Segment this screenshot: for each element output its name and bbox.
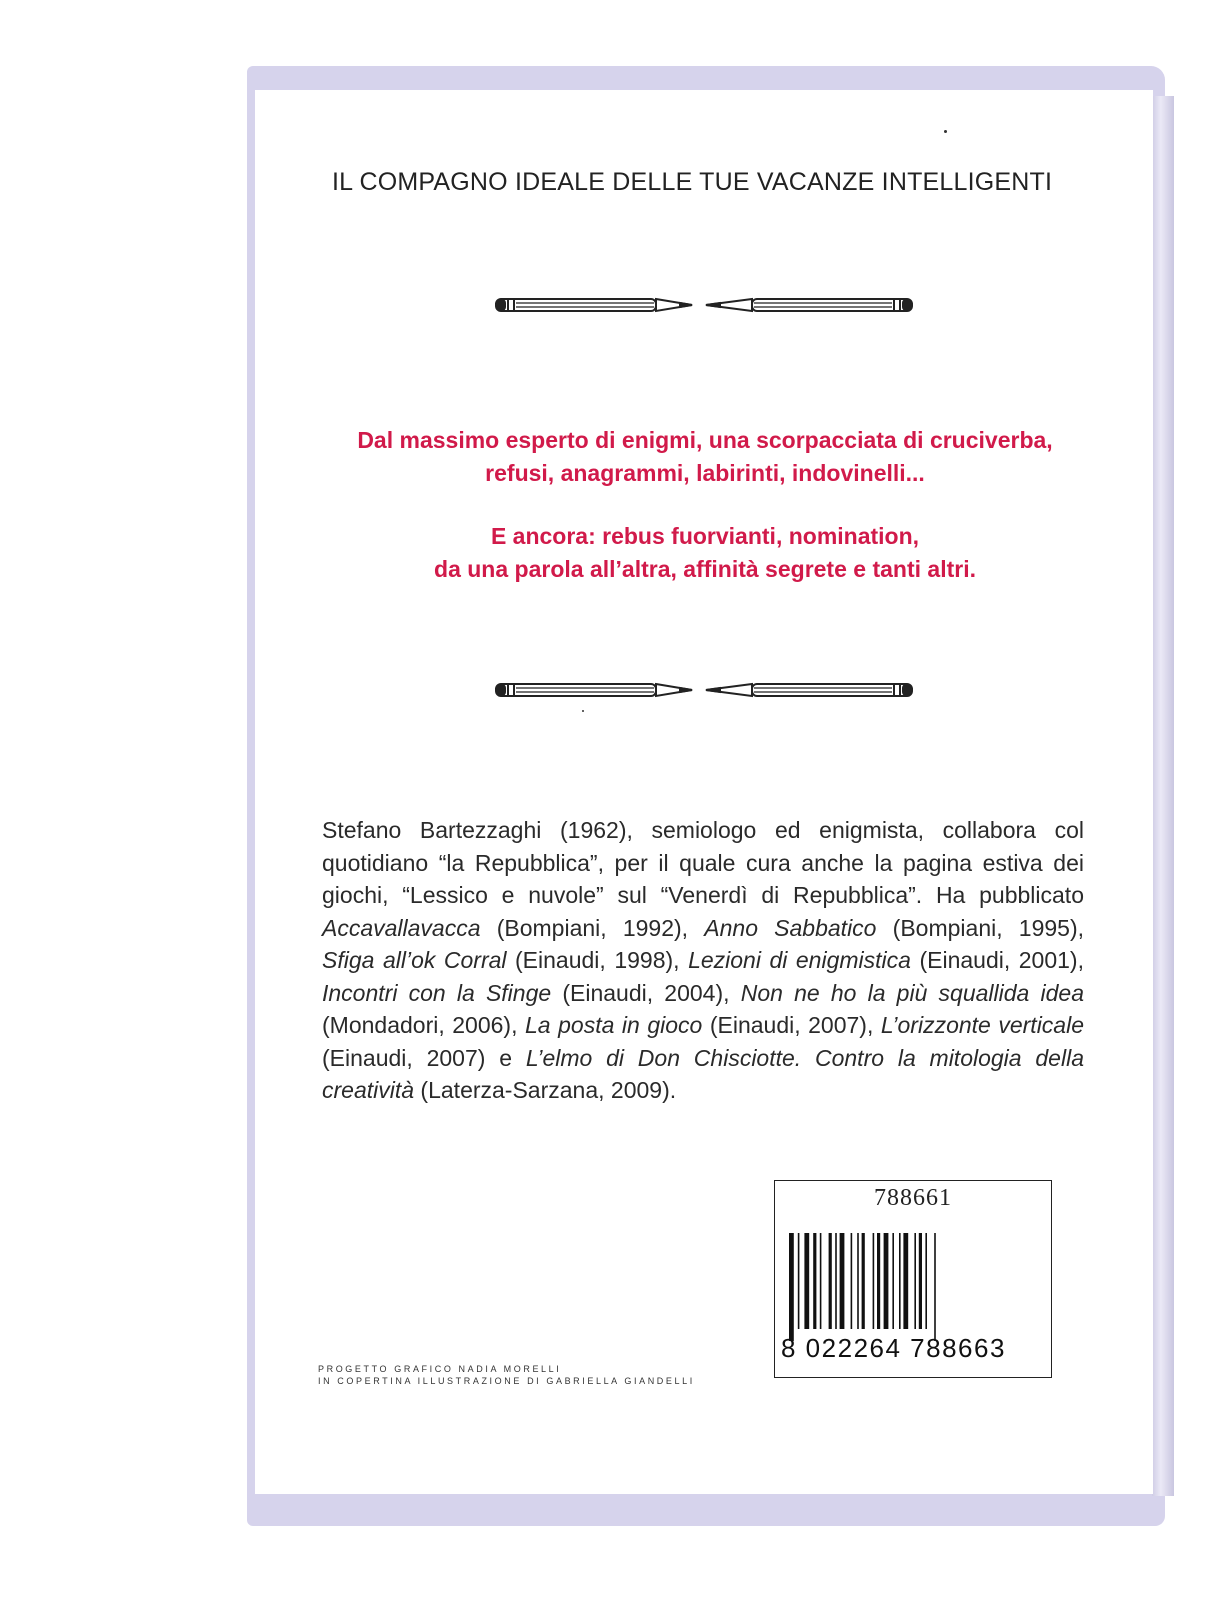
tagline: IL COMPAGNO IDEALE DELLE TUE VACANZE INTELLIGENTI xyxy=(332,168,1053,196)
bio-text: (Bompiani, 1995), xyxy=(876,914,1085,941)
book-title: Lezioni di enigmistica xyxy=(688,947,911,973)
credit-line: PROGETTO GRAFICO NADIA MORELLI xyxy=(318,1364,562,1374)
promo-line: E ancora: rebus fuorvianti, nomination, xyxy=(490,523,920,549)
bio-text: Stefano Bartezzaghi (1962), semiologo ed enigmista, collabora col quotidiano “la Repubblica”, per il quale cura anche la pagina estiva dei giochi, “Lessico e nuvole” sul “Venerdì di Repubblica”. Ha pubblicato xyxy=(322,817,1084,908)
book-title: La posta in gioco xyxy=(525,1012,703,1038)
bio-text: (Mondadori, 2006), xyxy=(322,1012,525,1038)
pencil-pair-icon xyxy=(494,679,914,703)
author-bio xyxy=(322,814,1084,1107)
book-title: L’orizzonte verticale xyxy=(880,1012,1084,1038)
bio-text: (Einaudi, 2007), xyxy=(702,1012,881,1038)
book-title: Non ne ho la più squallida idea xyxy=(740,979,1084,1006)
pencils-divider-bottom xyxy=(494,679,914,703)
promo-line: da una parola all’altra, affinità segrete e tanti altri. xyxy=(434,556,976,582)
promo-block-1 xyxy=(300,424,1110,490)
book-title: Accavallavacca xyxy=(322,914,481,941)
barcode-bars-icon xyxy=(789,1233,1039,1343)
pencil-pair-icon xyxy=(494,294,914,318)
barcode-code: 788661 xyxy=(874,1185,952,1211)
print-speck xyxy=(944,130,947,133)
book-title: Sfiga all’ok Corral xyxy=(322,947,507,973)
book-title: Anno Sabbatico xyxy=(704,914,877,941)
promo-line: Dal massimo esperto di enigmi, una scorpacciata di cruciverba, xyxy=(357,427,1053,453)
promo-line: refusi, anagrammi, labirinti, indovinelli... xyxy=(485,460,925,486)
credits xyxy=(318,1363,695,1387)
book-spine xyxy=(1152,96,1174,1496)
promo-block-2 xyxy=(300,520,1110,586)
ean-number: 8 022264 788663 xyxy=(781,1333,1006,1363)
bio-text: (Bompiani, 1992), xyxy=(480,914,705,941)
pencils-divider-top xyxy=(494,294,914,318)
bio-text: (Einaudi, 2001), xyxy=(910,947,1084,973)
book-title: L’elmo di Don Chisciotte. Contro la mitologia della creatività xyxy=(322,1044,1084,1103)
bio-text: (Einaudi, 2007) e xyxy=(322,1044,526,1071)
bio-text: (Einaudi, 1998), xyxy=(506,947,689,973)
print-speck xyxy=(582,710,584,712)
bio-text: (Laterza-Sarzana, 2009). xyxy=(414,1077,677,1103)
book-title: Incontri con la Sfinge xyxy=(322,979,552,1006)
credit-line: IN COPERTINA ILLUSTRAZIONE DI GABRIELLA GIANDELLI xyxy=(318,1376,695,1386)
bio-text: (Einaudi, 2004), xyxy=(551,979,741,1006)
barcode xyxy=(774,1180,1052,1378)
